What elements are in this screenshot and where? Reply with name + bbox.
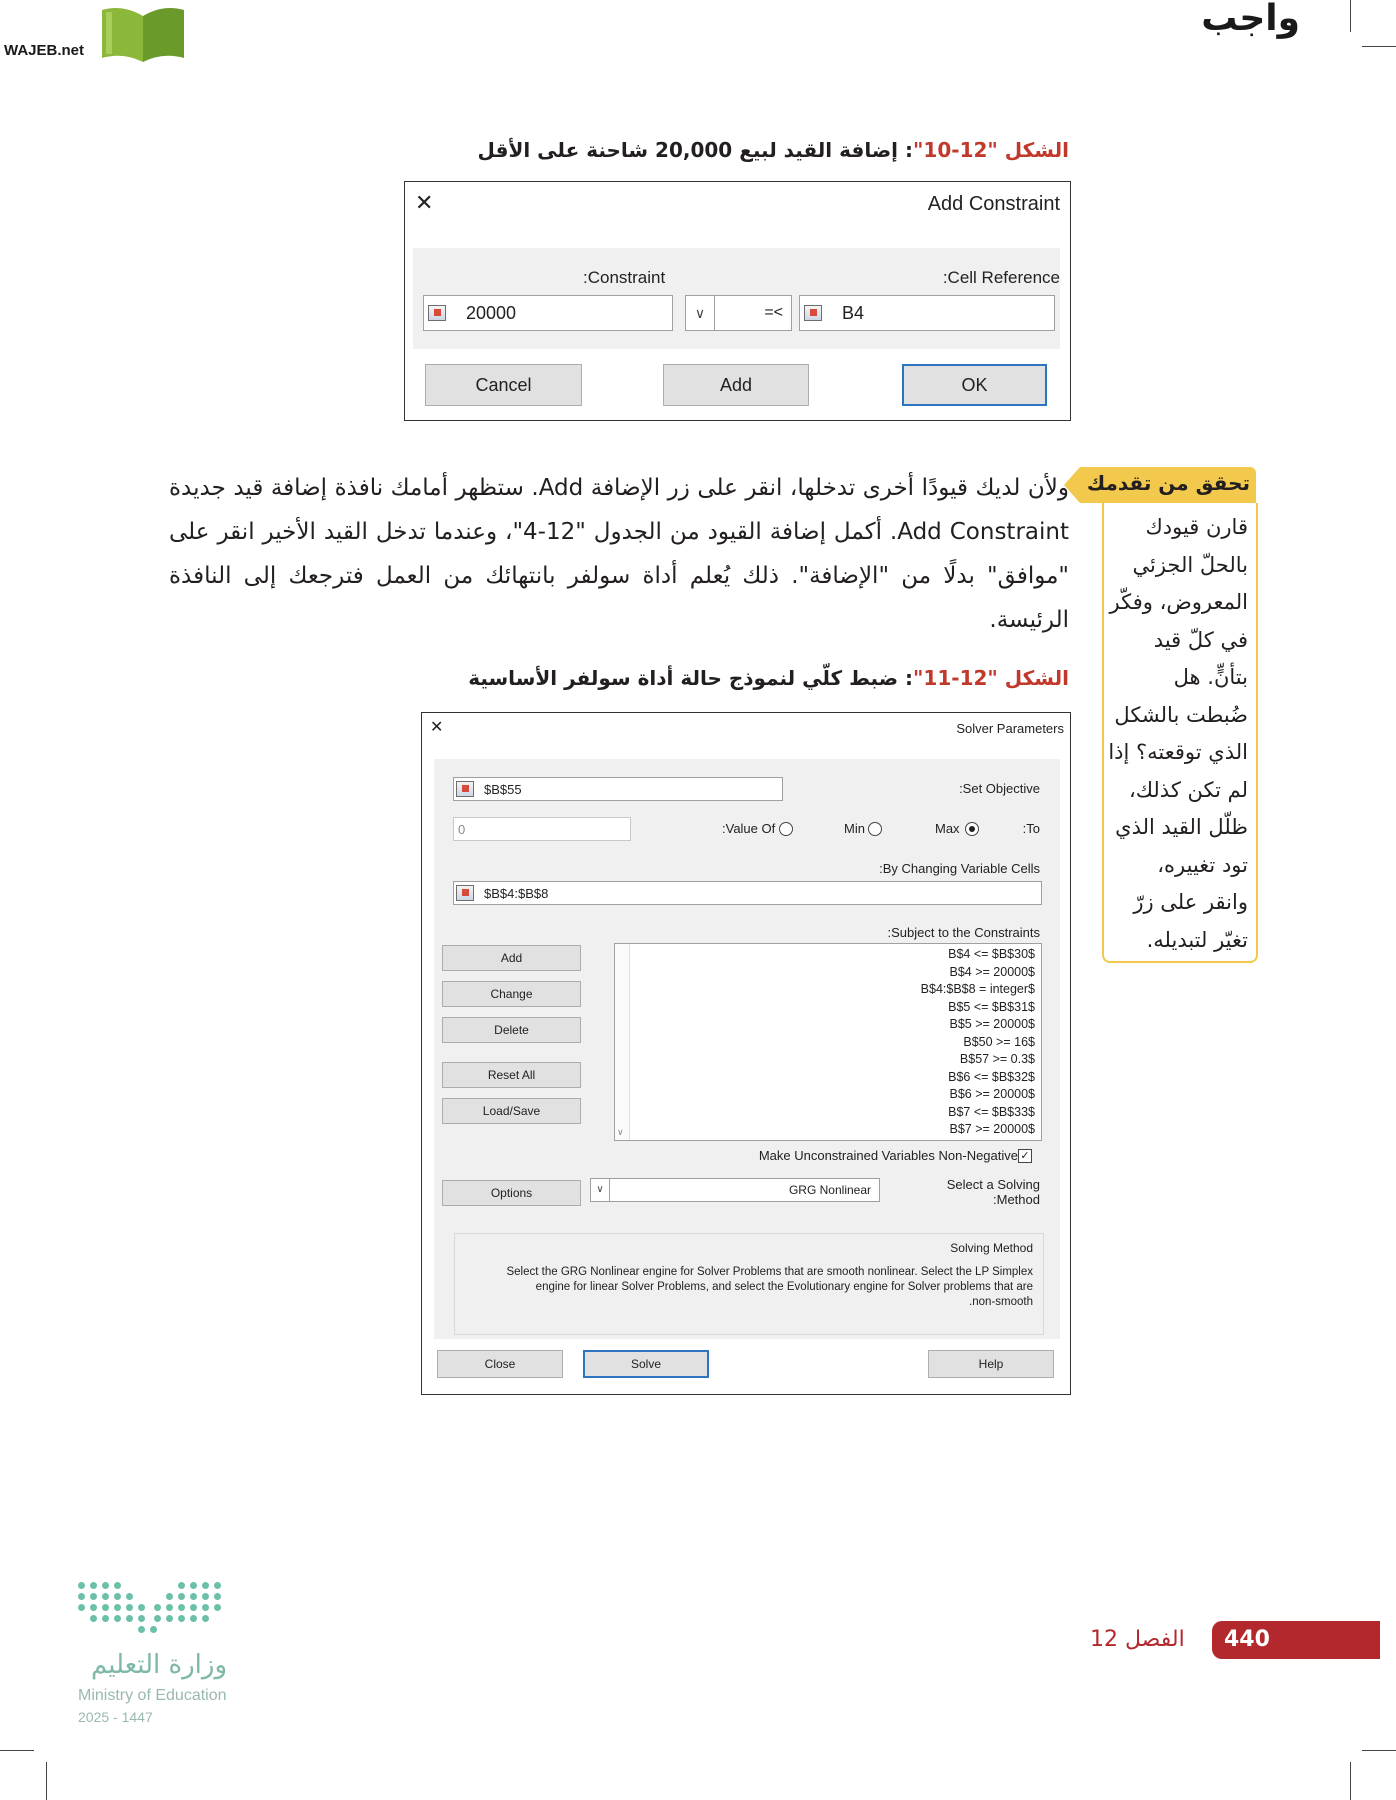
logo-dot [138, 1626, 145, 1633]
radio-dot [969, 826, 975, 832]
crop-mark [0, 1750, 34, 1751]
logo-dot [154, 1604, 161, 1611]
solving-method-select[interactable] [590, 1178, 880, 1202]
logo-dot [90, 1615, 97, 1622]
logo-dot [214, 1582, 221, 1589]
constraints-list[interactable] [614, 943, 1042, 1141]
constraint-row[interactable]: B$5 >= 20000$ [949, 1017, 1035, 1031]
logo-arabic: واجب [1201, 0, 1300, 39]
range-select-icon[interactable] [804, 305, 822, 321]
solving-method-label-1: Select a Solving [946, 1177, 1040, 1192]
constraint-row[interactable]: B$7 <= $B$33$ [948, 1104, 1035, 1119]
cancel-button[interactable]: Cancel [425, 364, 582, 406]
logo-dot [190, 1615, 197, 1622]
load-save-button[interactable]: Load/Save [442, 1098, 581, 1124]
close-icon[interactable]: ✕ [415, 190, 434, 215]
logo-dot [126, 1615, 133, 1622]
constraint-label: :Constraint [583, 268, 666, 287]
crop-mark [1362, 1750, 1396, 1751]
by-changing-field[interactable] [453, 881, 1042, 905]
solving-method-box [454, 1233, 1044, 1335]
crop-mark [1362, 46, 1396, 47]
sidebar-header [1080, 467, 1256, 503]
figure-11-title: : ضبط كلّي لنموذج حالة أداة سولفر الأساسية [468, 666, 913, 690]
delete-button[interactable]: Delete [442, 1017, 581, 1043]
constraint-row[interactable]: B$50 >= 16$ [963, 1034, 1035, 1049]
method-box-text-2: engine for linear Solver Problems, and select the Evolutionary engine for Solver problems that are [535, 1281, 1033, 1293]
logo-dot [202, 1582, 209, 1589]
logo-dot [190, 1604, 197, 1611]
set-objective-value: $B$55 [484, 782, 522, 797]
logo-dot [90, 1604, 97, 1611]
chapter-label: الفصل 12 [1090, 1627, 1185, 1652]
close-icon[interactable]: ✕ [430, 719, 444, 736]
logo-dot [102, 1604, 109, 1611]
book-icon [98, 2, 188, 64]
solver-parameters-dialog [421, 712, 1071, 1395]
dialog-title: Add Constraint [927, 193, 1060, 215]
logo-dot [102, 1582, 109, 1589]
max-label: Max [935, 821, 960, 836]
logo-dot [178, 1593, 185, 1600]
figure-10-title: : إضافة القيد لبيع 20,000 شاحنة على الأقل [477, 138, 913, 162]
ministry-name-ar: وزارة التعليم [90, 1650, 228, 1680]
ministry-name-en: Ministry of Education [78, 1687, 227, 1704]
logo-dot [138, 1604, 145, 1611]
logo-dot [138, 1615, 145, 1622]
logo-dot [78, 1593, 85, 1600]
crop-mark [46, 1762, 47, 1800]
value-of-radio[interactable] [779, 822, 793, 836]
figure-11-caption [468, 666, 1069, 690]
logo-dot [214, 1593, 221, 1600]
page-number: 440 [1224, 1627, 1270, 1652]
constraint-value: 20000 [466, 303, 517, 323]
body-paragraph: ولأن لديك قيودًا أخرى تدخلها، انقر على زر الإضافة Add. ستظهر أمامك نافذة إضافة قيد جديدة Add Constraint. أكمل إضافة القيود من الجدول "12-4"، وعندما تدخل القيد الأخير انقر على "موافق" بدلًا من "الإضافة". ذلك يُعلم أداة سولفر بانتهائك من العمل فترجعك إلى النافذة الرئيسة. [169, 475, 1069, 633]
constraint-row[interactable]: B$6 >= 20000$ [949, 1087, 1035, 1101]
logo-dot [190, 1593, 197, 1600]
figure-10-caption [478, 138, 1069, 162]
cell-reference-value: B4 [842, 303, 865, 323]
constraint-rows [921, 946, 1035, 1139]
add-button[interactable]: Add [442, 945, 581, 971]
nonneg-checkbox[interactable]: ✓ [1018, 1149, 1032, 1163]
constraint-row[interactable]: B$4:$B$8 = integer$ [920, 982, 1035, 996]
ministry-year: 2025 - 1447 [78, 1709, 153, 1725]
logo-dot [166, 1615, 173, 1622]
chevron-down-icon[interactable]: ∨ [686, 296, 715, 330]
logo-dot [102, 1593, 109, 1600]
logo-dot [202, 1604, 209, 1611]
logo-dot [90, 1582, 97, 1589]
solving-method-label-2: :Method [993, 1192, 1040, 1207]
crop-mark [1350, 0, 1351, 32]
logo-dot [78, 1582, 85, 1589]
logo-dot [178, 1615, 185, 1622]
ok-button[interactable]: OK [902, 364, 1047, 406]
logo-dot [90, 1593, 97, 1600]
logo-dot [178, 1604, 185, 1611]
options-button[interactable]: Options [442, 1180, 581, 1206]
logo-dot [166, 1593, 173, 1600]
add-constraint-dialog [404, 181, 1071, 421]
constraint-row[interactable]: B$5 <= $B$31$ [948, 999, 1035, 1014]
sidebar-text: قارن قيودك بالحلّ الجزئي المعروض، وفكّر في كلّ قيد بتأنٍّ. هل ضُبطت بالشكل الذي توقعته؟ إذا لم تكن كذلك، ظلّل القيد الذي تود تغييره، وانقر على زرّ تغيّر لتبديله. [1108, 515, 1248, 952]
logo-dot [126, 1604, 133, 1611]
logo-dot [150, 1626, 157, 1633]
to-label: :To [1022, 821, 1040, 836]
scrollbar[interactable] [615, 944, 630, 1140]
ministry-dots-icon [78, 1582, 248, 1632]
logo-latin: WAJEB.net [4, 42, 85, 59]
range-select-icon[interactable] [428, 305, 446, 321]
constraint-row[interactable]: B$4 >= 20000$ [949, 964, 1035, 979]
set-objective-field[interactable] [453, 777, 783, 801]
help-button[interactable]: Help [928, 1350, 1054, 1378]
logo-dot [114, 1604, 121, 1611]
method-box-text-1: Select the GRG Nonlinear engine for Solver Problems that are smooth nonlinear. Select the LP Simplex [506, 1266, 1033, 1278]
page-number-tab [1212, 1621, 1380, 1659]
logo-dot [154, 1615, 161, 1622]
logo-dot [202, 1593, 209, 1600]
by-changing-label: :By Changing Variable Cells [879, 861, 1040, 876]
change-button[interactable]: Change [442, 981, 581, 1007]
logo-dot [178, 1582, 185, 1589]
logo-dot [114, 1615, 121, 1622]
set-objective-label: :Set Objective [959, 781, 1040, 796]
wajeb-logo [0, 0, 1300, 60]
solving-method-value: GRG Nonlinear [788, 1183, 871, 1197]
logo-dot [190, 1582, 197, 1589]
operator-select[interactable] [685, 295, 792, 331]
value-of-value: 0 [458, 822, 466, 837]
add-button[interactable]: Add [663, 364, 809, 406]
sidebar-title: تحقق من تقدمك [1086, 471, 1250, 495]
cell-reference-field[interactable] [799, 295, 1055, 331]
figure-11-label: الشكل "12-11" [912, 666, 1069, 690]
chevron-down-icon[interactable]: ∨ [617, 1127, 624, 1137]
close-button[interactable]: Close [437, 1350, 563, 1378]
cell-reference-label: :Cell Reference [942, 268, 1060, 287]
method-box-text-3: .non-smooth [969, 1296, 1033, 1308]
constraint-row[interactable]: B$6 <= $B$32$ [948, 1069, 1035, 1084]
constraint-row[interactable]: B$7 >= 20000$ [949, 1122, 1035, 1136]
figure-10-label: الشكل "12-10" [912, 138, 1069, 162]
constraint-row[interactable]: B$4 <= $B$30$ [948, 947, 1035, 961]
constraint-row[interactable]: B$57 >= 0.3$ [959, 1052, 1035, 1066]
method-box-title: Solving Method [950, 1241, 1033, 1255]
logo-dot [114, 1582, 121, 1589]
nonneg-label: Make Unconstrained Variables Non-Negative [758, 1148, 1018, 1163]
logo-dot [126, 1593, 133, 1600]
operator-value: =< [764, 304, 783, 321]
subject-label: :Subject to the Constraints [887, 925, 1040, 940]
max-radio[interactable] [965, 822, 979, 836]
logo-dot [102, 1615, 109, 1622]
reset-all-button[interactable]: Reset All [442, 1062, 581, 1088]
constraint-field[interactable] [423, 295, 673, 331]
logo-dot [166, 1604, 173, 1611]
range-select-icon[interactable] [456, 885, 474, 901]
crop-mark [1350, 1762, 1351, 1800]
chevron-down-icon[interactable]: ∨ [591, 1179, 610, 1201]
sidebar-box [1102, 503, 1258, 963]
value-of-label: :Value Of [722, 821, 776, 836]
ministry-logo [70, 1578, 250, 1728]
value-of-field[interactable] [453, 817, 631, 841]
logo-dot [214, 1604, 221, 1611]
logo-dot [114, 1593, 121, 1600]
logo-dot [78, 1604, 85, 1611]
min-label: Min [844, 821, 865, 836]
min-radio[interactable] [868, 822, 882, 836]
solve-button[interactable]: Solve [583, 1350, 709, 1378]
range-select-icon[interactable] [456, 781, 474, 797]
dialog-title: Solver Parameters [956, 721, 1064, 736]
by-changing-value: $B$4:$B$8 [484, 886, 549, 901]
logo-dot [202, 1615, 209, 1622]
